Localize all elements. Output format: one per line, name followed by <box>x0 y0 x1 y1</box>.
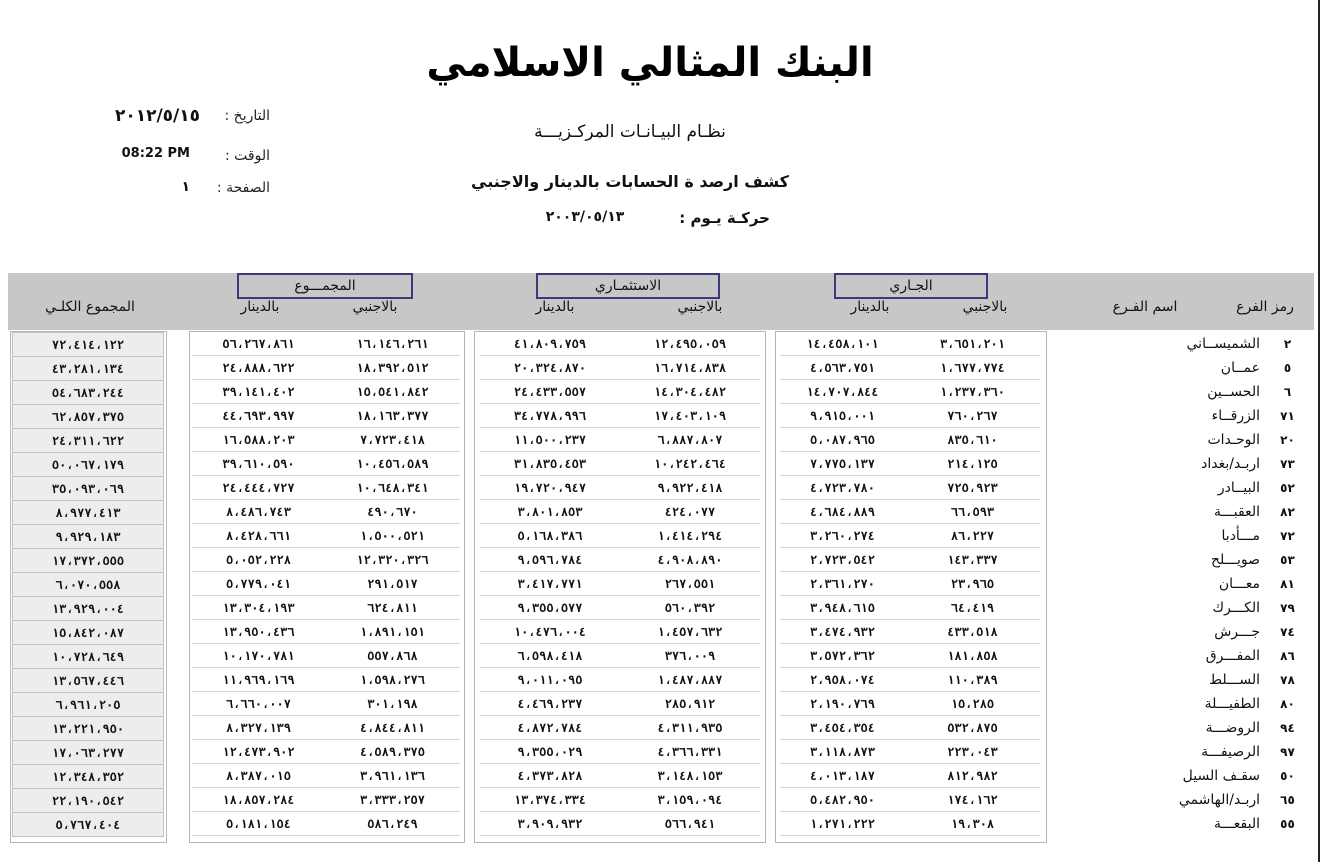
cell-current-dinar: ٣،١١٨،٨٧٣ <box>780 740 905 764</box>
cell-branch-name: معـــان <box>1218 576 1260 592</box>
cell-branch-code: ٧٨ <box>1280 673 1295 687</box>
cell-branch-name: الوحـدات <box>1207 432 1260 448</box>
cell-current-foreign: ١،٢٣٧،٣٦٠ <box>905 380 1040 404</box>
cell-total-dinar: ١٠،١٧٠،٧٨١ <box>192 644 325 668</box>
cell-grand-total: ٣٥،٠٩٣،٠٦٩ <box>12 476 164 501</box>
cell-branch-name: الزرقــاء <box>1211 408 1260 424</box>
cell-total-foreign: ٤،٨٤٤،٨١١ <box>325 716 460 740</box>
time-label: الوقت : <box>225 148 270 164</box>
table-row <box>0 500 1325 524</box>
cell-investment-dinar: ٩،٥٩٦،٧٨٤ <box>480 548 620 572</box>
cell-total-foreign: ١٨،٣٩٢،٥١٢ <box>325 356 460 380</box>
cell-branch-name: جـــرش <box>1214 624 1260 640</box>
cell-branch-code: ٦٥ <box>1280 793 1295 807</box>
cell-investment-dinar: ٢٠،٣٢٤،٨٧٠ <box>480 356 620 380</box>
cell-current-foreign: ٦٦،٥٩٣ <box>905 500 1040 524</box>
col-header-inv-foreign: بالاجنبي <box>677 299 723 315</box>
page-label: الصفحة : <box>216 180 270 196</box>
cell-current-dinar: ١٤،٤٥٨،١٠١ <box>780 332 905 356</box>
cell-current-foreign: ٨٦،٢٢٧ <box>905 524 1040 548</box>
cell-branch-code: ٧٩ <box>1280 601 1295 615</box>
cell-branch-name: الحســين <box>1207 384 1260 400</box>
cell-branch-name: الكـــرك <box>1212 600 1260 616</box>
cell-investment-foreign: ٤،٣٦٦،٣٣١ <box>620 740 760 764</box>
table-row <box>0 476 1325 500</box>
cell-branch-name: البقعـــة <box>1213 816 1260 832</box>
cell-current-foreign: ٤٣٣،٥١٨ <box>905 620 1040 644</box>
cell-investment-dinar: ٤،٨٧٢،٧٨٤ <box>480 716 620 740</box>
table-row <box>0 716 1325 740</box>
cell-total-dinar: ١٦،٥٨٨،٢٠٣ <box>192 428 325 452</box>
cell-investment-foreign: ٢٦٧،٥٥١ <box>620 572 760 596</box>
cell-total-foreign: ١،٥٩٨،٢٧٦ <box>325 668 460 692</box>
cell-current-dinar: ٢،٩٥٨،٠٧٤ <box>780 668 905 692</box>
cell-grand-total: ١٧،٣٧٢،٥٥٥ <box>12 548 164 573</box>
cell-current-foreign: ٢٢٣،٠٤٣ <box>905 740 1040 764</box>
cell-branch-code: ٩٤ <box>1280 721 1295 735</box>
table-row <box>0 332 1325 356</box>
cell-investment-dinar: ٤،٣٧٣،٨٢٨ <box>480 764 620 788</box>
cell-investment-foreign: ٣،١٥٩،٠٩٤ <box>620 788 760 812</box>
cell-branch-name: الرصيفـــة <box>1201 744 1260 760</box>
cell-current-foreign: ٣،٦٥١،٢٠١ <box>905 332 1040 356</box>
report-title: كشف ارصد ة الحسابات بالدينار والاجنبي <box>471 172 789 191</box>
cell-branch-code: ٢٠ <box>1280 433 1295 447</box>
cell-total-foreign: ١،٨٩١،١٥١ <box>325 620 460 644</box>
cell-current-dinar: ٣،٥٧٢،٣٦٢ <box>780 644 905 668</box>
cell-total-dinar: ١١،٩٦٩،١٦٩ <box>192 668 325 692</box>
cell-investment-foreign: ٥٦٦،٩٤١ <box>620 812 760 836</box>
date-value: ٢٠١٢/٥/١٥ <box>114 106 200 126</box>
cell-branch-name: المفـــرق <box>1205 648 1260 664</box>
cell-investment-dinar: ١٠،٤٧٦،٠٠٤ <box>480 620 620 644</box>
cell-branch-code: ٧٣ <box>1280 457 1295 471</box>
cell-investment-dinar: ٤١،٨٠٩،٧٥٩ <box>480 332 620 356</box>
movement-label: حركـة يـوم : <box>679 209 770 227</box>
cell-branch-code: ٩٧ <box>1280 745 1295 759</box>
cell-current-foreign: ٢١٤،١٢٥ <box>905 452 1040 476</box>
cell-investment-foreign: ١٤،٣٠٤،٤٨٢ <box>620 380 760 404</box>
table-row <box>0 356 1325 380</box>
cell-current-foreign: ١١٠،٣٨٩ <box>905 668 1040 692</box>
cell-grand-total: ٦،٩٦١،٢٠٥ <box>12 692 164 717</box>
cell-current-foreign: ٧٢٥،٩٢٣ <box>905 476 1040 500</box>
cell-current-foreign: ٦٤،٤١٩ <box>905 596 1040 620</box>
cell-total-dinar: ٢٤،٤٤٤،٧٢٧ <box>192 476 325 500</box>
cell-current-dinar: ٤،٠١٣،١٨٧ <box>780 764 905 788</box>
cell-total-dinar: ٨،٤٨٦،٧٤٣ <box>192 500 325 524</box>
cell-branch-name: الســـلط <box>1209 672 1260 688</box>
cell-investment-dinar: ٤،٤٦٩،٢٣٧ <box>480 692 620 716</box>
cell-total-dinar: ١٣،٣٠٤،١٩٣ <box>192 596 325 620</box>
cell-investment-foreign: ١٦،٧١٤،٨٣٨ <box>620 356 760 380</box>
cell-branch-name: البيــادر <box>1217 480 1260 496</box>
col-header-cur-dinar: بالدينار <box>850 299 890 315</box>
cell-investment-foreign: ٣،١٤٨،١٥٣ <box>620 764 760 788</box>
cell-current-dinar: ٤،٦٨٤،٨٨٩ <box>780 500 905 524</box>
cell-current-foreign: ١٤٣،٣٣٧ <box>905 548 1040 572</box>
cell-investment-foreign: ١٢،٤٩٥،٠٥٩ <box>620 332 760 356</box>
bank-name: البنك المثالي الاسلامي <box>426 40 874 86</box>
cell-current-dinar: ٣،٢٦٠،٢٧٤ <box>780 524 905 548</box>
cell-current-dinar: ٢،٧٢٣،٥٤٢ <box>780 548 905 572</box>
cell-grand-total: ١٣،٥٦٧،٤٤٦ <box>12 668 164 693</box>
cell-total-foreign: ٥٥٧،٨٦٨ <box>325 644 460 668</box>
cell-branch-name: صويـــلح <box>1211 552 1260 568</box>
cell-grand-total: ٥٤،٦٨٣،٢٤٤ <box>12 380 164 405</box>
col-header-cur-foreign: بالاجنبي <box>962 299 1008 315</box>
cell-total-dinar: ٥٦،٢٦٧،٨٦١ <box>192 332 325 356</box>
cell-branch-name: مـــأدبا <box>1221 528 1260 544</box>
table-row <box>0 788 1325 812</box>
cell-investment-foreign: ٢٨٥،٩١٢ <box>620 692 760 716</box>
cell-total-foreign: ٤٩٠،٦٧٠ <box>325 500 460 524</box>
cell-branch-name: اربـد/بغداد <box>1201 456 1260 472</box>
cell-grand-total: ١٢،٣٤٨،٣٥٢ <box>12 764 164 789</box>
cell-branch-code: ٨٦ <box>1280 649 1295 663</box>
cell-current-dinar: ٣،٩٤٨،٦١٥ <box>780 596 905 620</box>
cell-investment-foreign: ٩،٩٢٢،٤١٨ <box>620 476 760 500</box>
cell-branch-name: اربـد/الهاشمي <box>1178 792 1260 808</box>
cell-investment-foreign: ١،٤١٤،٢٩٤ <box>620 524 760 548</box>
col-header-tot-dinar: بالدينار <box>240 299 280 315</box>
cell-grand-total: ٨،٩٧٧،٤١٣ <box>12 500 164 525</box>
cell-grand-total: ٦،٠٧٠،٥٥٨ <box>12 572 164 597</box>
cell-total-foreign: ٢٩١،٥١٧ <box>325 572 460 596</box>
cell-investment-dinar: ٣٤،٧٧٨،٩٩٦ <box>480 404 620 428</box>
table-row <box>0 740 1325 764</box>
cell-branch-name: سقـف السيل <box>1182 768 1260 784</box>
cell-branch-code: ٧٤ <box>1280 625 1295 639</box>
cell-grand-total: ١٣،٩٢٩،٠٠٤ <box>12 596 164 621</box>
cell-investment-dinar: ٦،٥٩٨،٤١٨ <box>480 644 620 668</box>
cell-total-dinar: ١٣،٩٥٠،٤٣٦ <box>192 620 325 644</box>
table-row <box>0 572 1325 596</box>
cell-investment-dinar: ٩،٣٥٥،٥٧٧ <box>480 596 620 620</box>
cell-grand-total: ١٥،٨٤٢،٠٨٧ <box>12 620 164 645</box>
date-label: التاريخ : <box>224 108 270 124</box>
time-value: 08:22 PM <box>121 146 190 161</box>
cell-branch-code: ٥٠ <box>1280 769 1295 783</box>
cell-branch-code: ٦ <box>1283 385 1292 399</box>
cell-investment-dinar: ١١،٥٠٠،٢٣٧ <box>480 428 620 452</box>
cell-investment-foreign: ٤،٩٠٨،٨٩٠ <box>620 548 760 572</box>
table-row <box>0 428 1325 452</box>
cell-total-foreign: ١٥،٥٤١،٨٤٢ <box>325 380 460 404</box>
cell-investment-foreign: ٦،٨٨٧،٨٠٧ <box>620 428 760 452</box>
cell-branch-code: ٥٥ <box>1280 817 1295 831</box>
cell-grand-total: ١٣،٢٢١،٩٥٠ <box>12 716 164 741</box>
cell-current-dinar: ٤،٥٦٣،٧٥١ <box>780 356 905 380</box>
table-row <box>0 380 1325 404</box>
cell-current-foreign: ٨١٢،٩٨٢ <box>905 764 1040 788</box>
movement-date: ٢٠٠٣/٠٥/١٣ <box>545 209 625 225</box>
table-row <box>0 596 1325 620</box>
cell-total-foreign: ٣٠١،١٩٨ <box>325 692 460 716</box>
cell-total-dinar: ٨،٣٨٧،٠١٥ <box>192 764 325 788</box>
cell-branch-code: ٧١ <box>1280 409 1295 423</box>
cell-total-foreign: ١٢،٣٢٠،٣٢٦ <box>325 548 460 572</box>
cell-current-foreign: ١٨١،٨٥٨ <box>905 644 1040 668</box>
cell-total-foreign: ١٦،١٤٦،٢٦١ <box>325 332 460 356</box>
cell-branch-code: ٥٣ <box>1280 553 1295 567</box>
table-row <box>0 404 1325 428</box>
cell-current-dinar: ٣،٤٥٤،٣٥٤ <box>780 716 905 740</box>
table-row <box>0 692 1325 716</box>
col-header-tot-foreign: بالاجنبي <box>352 299 398 315</box>
table-row <box>0 524 1325 548</box>
cell-branch-code: ٨٢ <box>1280 505 1295 519</box>
cell-branch-name: الطفيـــلة <box>1204 696 1260 712</box>
cell-grand-total: ٦٢،٨٥٧،٣٧٥ <box>12 404 164 429</box>
cell-current-dinar: ٢،١٩٠،٧٦٩ <box>780 692 905 716</box>
cell-grand-total: ٢٢،١٩٠،٥٤٢ <box>12 788 164 813</box>
cell-branch-name: عمــان <box>1220 360 1260 376</box>
cell-investment-dinar: ٣١،٨٣٥،٤٥٣ <box>480 452 620 476</box>
cell-total-foreign: ١٠،٤٥٦،٥٨٩ <box>325 452 460 476</box>
cell-current-foreign: ٥٣٢،٨٧٥ <box>905 716 1040 740</box>
cell-current-dinar: ٥،٠٨٧،٩٦٥ <box>780 428 905 452</box>
cell-total-foreign: ١٠،٦٤٨،٣٤١ <box>325 476 460 500</box>
cell-total-dinar: ١٢،٤٧٣،٩٠٢ <box>192 740 325 764</box>
cell-current-foreign: ١٥،٢٨٥ <box>905 692 1040 716</box>
cell-current-dinar: ٢،٣٦١،٢٧٠ <box>780 572 905 596</box>
cell-investment-dinar: ٣،٤١٧،٧٧١ <box>480 572 620 596</box>
cell-total-dinar: ٥،٠٥٢،٢٢٨ <box>192 548 325 572</box>
cell-total-foreign: ٣،٣٣٣،٢٥٧ <box>325 788 460 812</box>
cell-current-dinar: ٥،٤٨٢،٩٥٠ <box>780 788 905 812</box>
cell-branch-code: ٥٢ <box>1280 481 1295 495</box>
cell-total-foreign: ٦٢٤،٨١١ <box>325 596 460 620</box>
cell-investment-dinar: ٥،١٦٨،٣٨٦ <box>480 524 620 548</box>
cell-total-dinar: ١٨،٨٥٧،٢٨٤ <box>192 788 325 812</box>
table-row <box>0 668 1325 692</box>
cell-grand-total: ١٧،٠٦٣،٢٧٧ <box>12 740 164 765</box>
group-header-investment: الاستثمـاري <box>536 273 720 299</box>
cell-investment-foreign: ٤،٣١١،٩٣٥ <box>620 716 760 740</box>
cell-current-dinar: ١٤،٧٠٧،٨٤٤ <box>780 380 905 404</box>
cell-total-dinar: ٥،١٨١،١٥٤ <box>192 812 325 836</box>
cell-current-dinar: ٤،٧٢٣،٧٨٠ <box>780 476 905 500</box>
table-row <box>0 812 1325 836</box>
cell-branch-name: العقبـــة <box>1213 504 1260 520</box>
cell-total-foreign: ١٨،١٦٣،٣٧٧ <box>325 404 460 428</box>
cell-grand-total: ٤٣،٢٨١،١٣٤ <box>12 356 164 381</box>
col-header-inv-dinar: بالدينار <box>535 299 575 315</box>
cell-branch-name: الروضـــة <box>1205 720 1260 736</box>
cell-total-dinar: ٥،٧٧٩،٠٤١ <box>192 572 325 596</box>
cell-total-foreign: ٥٨٦،٢٤٩ <box>325 812 460 836</box>
table-row <box>0 620 1325 644</box>
table-row <box>0 452 1325 476</box>
col-header-branch-code: رمز الفرع <box>1236 299 1294 315</box>
cell-grand-total: ٩،٩٢٩،١٨٣ <box>12 524 164 549</box>
group-header-total: المجمـــوع <box>237 273 413 299</box>
cell-investment-dinar: ١٣،٣٧٤،٣٣٤ <box>480 788 620 812</box>
cell-investment-foreign: ٣٧٦،٠٠٩ <box>620 644 760 668</box>
cell-total-dinar: ٦،٦٦٠،٠٠٧ <box>192 692 325 716</box>
cell-branch-code: ٢ <box>1283 337 1292 351</box>
cell-grand-total: ٥٠،٠٦٧،١٧٩ <box>12 452 164 477</box>
system-name: نظـام البيـانـات المركـزيـــة <box>534 122 726 142</box>
cell-investment-dinar: ٩،٣٥٥،٠٢٩ <box>480 740 620 764</box>
cell-investment-foreign: ٤٢٤،٠٧٧ <box>620 500 760 524</box>
cell-investment-dinar: ١٩،٧٢٠،٩٤٧ <box>480 476 620 500</box>
cell-investment-foreign: ١٠،٢٤٢،٤٦٤ <box>620 452 760 476</box>
cell-current-foreign: ٧٦٠،٢٦٧ <box>905 404 1040 428</box>
cell-grand-total: ٢٤،٣١١،٦٢٢ <box>12 428 164 453</box>
cell-total-dinar: ٣٩،٦١٠،٥٩٠ <box>192 452 325 476</box>
cell-current-foreign: ١٩،٣٠٨ <box>905 812 1040 836</box>
table-row <box>0 764 1325 788</box>
cell-current-dinar: ٧،٧٧٥،١٣٧ <box>780 452 905 476</box>
col-header-grand-total: المجموع الكلـي <box>45 299 135 315</box>
cell-investment-foreign: ١،٤٥٧،٦٣٢ <box>620 620 760 644</box>
cell-investment-dinar: ٢٤،٤٣٣،٥٥٧ <box>480 380 620 404</box>
cell-total-dinar: ٨،٤٢٨،٦٦١ <box>192 524 325 548</box>
cell-investment-foreign: ١٧،٤٠٣،١٠٩ <box>620 404 760 428</box>
page-value: ١ <box>181 179 190 195</box>
cell-current-foreign: ١،٦٧٧،٧٧٤ <box>905 356 1040 380</box>
cell-branch-code: ٧٢ <box>1280 529 1295 543</box>
cell-total-dinar: ٢٤،٨٨٨،٦٢٢ <box>192 356 325 380</box>
cell-current-dinar: ٩،٩١٥،٠٠١ <box>780 404 905 428</box>
cell-total-dinar: ٨،٣٢٧،١٣٩ <box>192 716 325 740</box>
cell-total-foreign: ٤،٥٨٩،٣٧٥ <box>325 740 460 764</box>
cell-total-foreign: ٧،٧٢٣،٤١٨ <box>325 428 460 452</box>
cell-investment-dinar: ٣،٨٠١،٨٥٣ <box>480 500 620 524</box>
cell-grand-total: ٧٢،٤١٤،١٢٢ <box>12 332 164 357</box>
cell-grand-total: ١٠،٧٢٨،٦٤٩ <box>12 644 164 669</box>
cell-branch-code: ٨١ <box>1280 577 1295 591</box>
table-row <box>0 548 1325 572</box>
table-row <box>0 644 1325 668</box>
cell-total-dinar: ٣٩،١٤١،٤٠٢ <box>192 380 325 404</box>
cell-grand-total: ٥،٧٦٧،٤٠٤ <box>12 812 164 837</box>
cell-investment-foreign: ١،٤٨٧،٨٨٧ <box>620 668 760 692</box>
cell-current-foreign: ١٧٤،١٦٢ <box>905 788 1040 812</box>
cell-investment-dinar: ٣،٩٠٩،٩٣٢ <box>480 812 620 836</box>
group-header-current: الجـاري <box>834 273 988 299</box>
cell-total-dinar: ٤٤،٦٩٣،٩٩٧ <box>192 404 325 428</box>
cell-current-dinar: ٣،٤٧٤،٩٣٢ <box>780 620 905 644</box>
cell-investment-foreign: ٥٦٠،٣٩٢ <box>620 596 760 620</box>
cell-branch-code: ٥ <box>1283 361 1292 375</box>
cell-current-foreign: ٢٣،٩٦٥ <box>905 572 1040 596</box>
col-header-branch-name: اسم الفـرع <box>1112 299 1178 315</box>
cell-branch-code: ٨٠ <box>1280 697 1295 711</box>
cell-total-foreign: ١،٥٠٠،٥٢١ <box>325 524 460 548</box>
cell-current-dinar: ١،٢٧١،٢٢٢ <box>780 812 905 836</box>
cell-branch-name: الشميســاني <box>1186 336 1260 352</box>
cell-total-foreign: ٣،٩٦١،١٣٦ <box>325 764 460 788</box>
cell-investment-dinar: ٩،٠١١،٠٩٥ <box>480 668 620 692</box>
cell-current-foreign: ٨٣٥،٦١٠ <box>905 428 1040 452</box>
